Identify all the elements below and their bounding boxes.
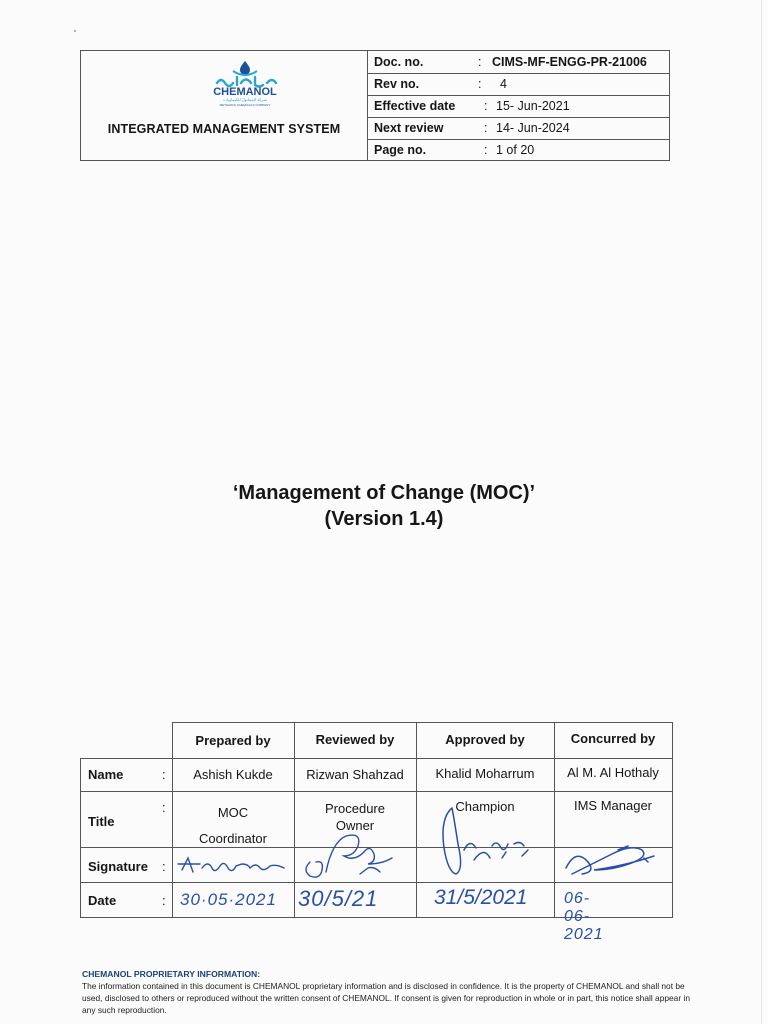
name-prepared: Ashish Kukde bbox=[193, 767, 273, 782]
name-reviewed: Rizwan Shahzad bbox=[306, 767, 404, 782]
logo-english-wordmark: CHEMANOL bbox=[213, 86, 277, 98]
page-no-row: Page no. : 1 of 20 bbox=[374, 143, 535, 157]
col-approved-by: Approved by bbox=[445, 732, 525, 747]
rev-no-value: 4 bbox=[500, 77, 507, 91]
document-title-block bbox=[0, 480, 768, 532]
document-header bbox=[80, 50, 670, 161]
date-prepared: 30·05·2021 bbox=[180, 890, 277, 909]
date-reviewed: 30/5/21 bbox=[298, 886, 379, 911]
chemanol-logo bbox=[197, 59, 293, 109]
doc-no-value: CIMS-MF-ENGG-PR-21006 bbox=[492, 55, 647, 69]
next-review-row: Next review : 14- Jun-2024 bbox=[368, 117, 669, 140]
name-approved: Khalid Moharrum bbox=[435, 766, 535, 781]
date-concurred: 06-06-2021 bbox=[564, 890, 604, 943]
next-review-value: 14- Jun-2024 bbox=[496, 121, 570, 135]
header-logo-panel bbox=[81, 51, 368, 160]
col-reviewed-by: Reviewed by bbox=[315, 732, 395, 747]
scan-speck bbox=[74, 30, 76, 32]
title-concurred: IMS Manager bbox=[573, 798, 653, 813]
col-prepared-by: Prepared by bbox=[195, 733, 271, 748]
title-prepared: MOC Coordinator bbox=[199, 805, 267, 846]
rev-no-label: Rev no. bbox=[374, 77, 420, 91]
doc-control-panel bbox=[368, 51, 669, 160]
row-label-name: Name bbox=[88, 767, 124, 782]
title-reviewed: Procedure Owner bbox=[325, 801, 385, 833]
proprietary-text: The information contained in this document is CHEMANOL proprietary information and is disclosed in confidence. It is the property of CHEMANOL and shall not be used, disclosed to others or reproduced without the written consent of CHEMANOL. If consent is given for reproduction in whole or in part, this notice shall appear in any such reproduction. bbox=[82, 981, 690, 1015]
page-no-label: Page no. bbox=[374, 143, 427, 157]
title-approved: Champion bbox=[455, 799, 515, 814]
effective-date-value: 15- Jun-2021 bbox=[496, 99, 570, 113]
name-concurred: Al M. Al Hothaly bbox=[567, 765, 659, 780]
page-no-value: 1 of 20 bbox=[496, 143, 535, 157]
document-version: (Version 1.4) bbox=[324, 508, 444, 530]
col-concurred-by: Concurred by bbox=[570, 731, 656, 746]
proprietary-notice bbox=[82, 968, 694, 1016]
proprietary-heading: CHEMANOL PROPRIETARY INFORMATION: bbox=[82, 969, 261, 979]
doc-no-label: Doc. no. bbox=[374, 55, 424, 69]
signature-approved bbox=[430, 798, 540, 886]
effective-date-label: Effective date bbox=[374, 99, 456, 113]
system-title: INTEGRATED MANAGEMENT SYSTEM bbox=[107, 122, 341, 136]
signature-concurred bbox=[558, 834, 670, 884]
row-label-signature: Signature bbox=[88, 859, 148, 874]
logo-english-sub: METHANOL CHEMICALS COMPANY bbox=[219, 103, 271, 107]
row-label-date: Date bbox=[88, 893, 117, 908]
signature-prepared bbox=[174, 850, 294, 882]
rev-no-row: Rev no. : 4 bbox=[368, 73, 669, 96]
signature-reviewed bbox=[296, 822, 420, 886]
date-approved: 31/5/2021 bbox=[434, 886, 528, 909]
document-title: ‘Management of Change (MOC)’ bbox=[232, 482, 536, 504]
effective-date-row: Effective date : 15- Jun-2021 bbox=[368, 95, 669, 118]
row-label-title: Title bbox=[88, 814, 115, 829]
doc-no-row: Doc. no. : CIMS-MF-ENGG-PR-21006 bbox=[368, 51, 669, 74]
next-review-label: Next review bbox=[374, 121, 444, 135]
logo-arabic-sub: شركة الميثانول للكيماويات bbox=[223, 97, 267, 102]
